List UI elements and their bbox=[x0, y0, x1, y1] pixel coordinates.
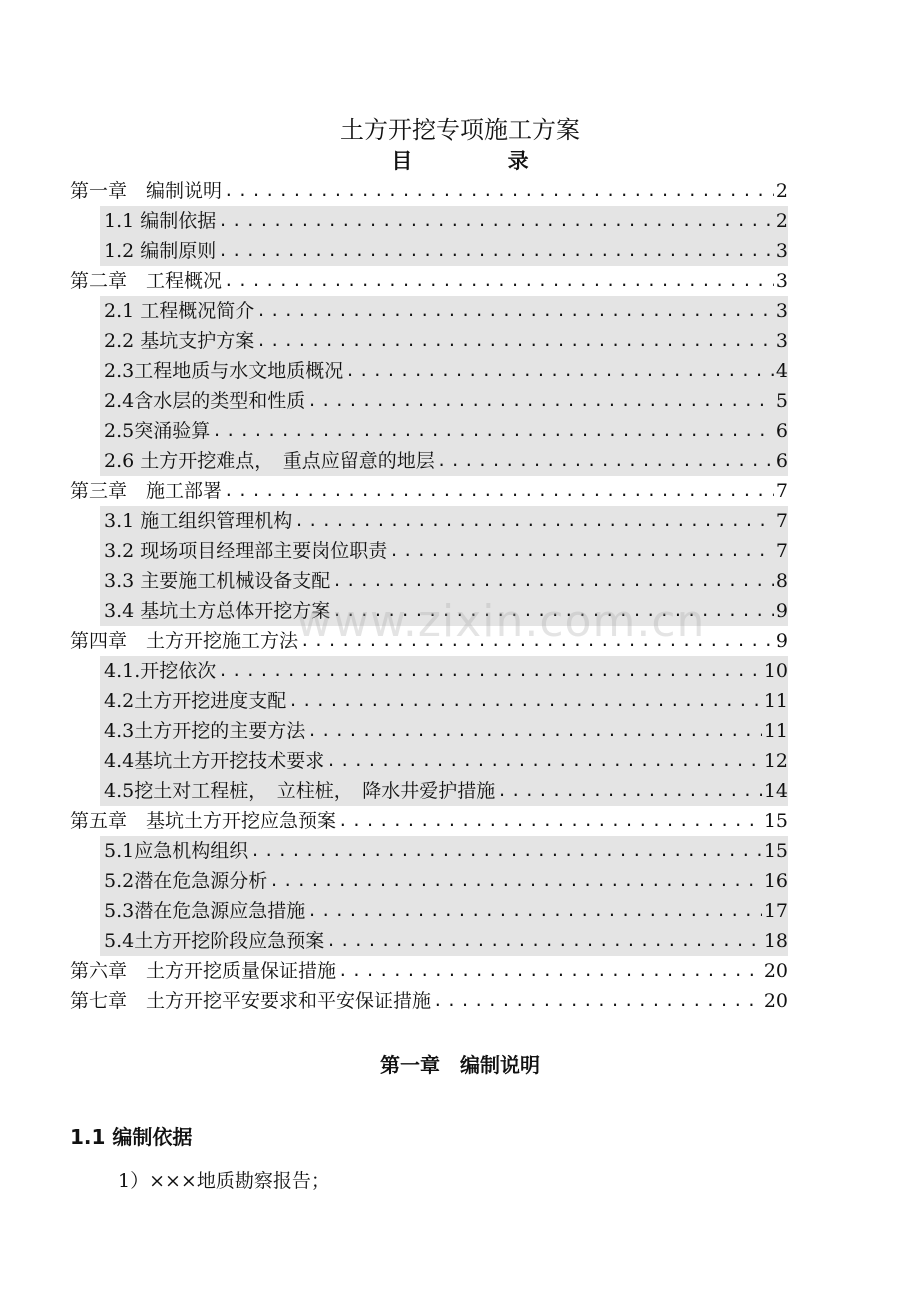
toc-leader-dots bbox=[224, 266, 774, 296]
toc-section-entry[interactable] bbox=[100, 656, 788, 686]
toc-entry-title: 2.5突涌验算 bbox=[104, 420, 211, 442]
toc-leader-dots bbox=[307, 896, 762, 926]
toc-page-number: 16 bbox=[763, 870, 788, 892]
toc-entry-title: 第五章 基坑土方开挖应急预案 bbox=[70, 810, 337, 832]
toc-leader-dots bbox=[218, 656, 762, 686]
toc-page-number: 3 bbox=[775, 270, 788, 292]
toc-entry-title: 2.1 工程概况简介 bbox=[104, 300, 255, 322]
toc-entry-title: 第七章 土方开挖平安要求和平安保证措施 bbox=[70, 990, 432, 1012]
toc-section-entry[interactable] bbox=[100, 536, 788, 566]
toc-page-number: 9 bbox=[775, 630, 788, 652]
toc-leader-dots bbox=[433, 986, 762, 1016]
toc-page-number: 9 bbox=[775, 600, 788, 622]
toc-heading: 目 录 bbox=[391, 149, 573, 173]
toc-leader-dots bbox=[224, 176, 774, 206]
toc-section-entry[interactable] bbox=[100, 776, 788, 806]
toc-chapter-entry[interactable] bbox=[70, 176, 788, 206]
body-paragraph: 1）×××地质勘察报告； bbox=[118, 1170, 330, 1192]
toc-section-entry[interactable] bbox=[100, 566, 788, 596]
toc-leader-dots bbox=[497, 776, 762, 806]
toc-page-number: 6 bbox=[775, 420, 788, 442]
toc-page-number: 12 bbox=[763, 750, 788, 772]
toc-chapter-entry[interactable] bbox=[70, 806, 788, 836]
toc-page-number: 8 bbox=[775, 570, 788, 592]
toc-leader-dots bbox=[326, 926, 762, 956]
toc-page-number: 3 bbox=[775, 330, 788, 352]
toc-entry-title: 3.4 基坑土方总体开挖方案 bbox=[104, 600, 331, 622]
toc-page-number: 2 bbox=[775, 180, 788, 202]
toc-page-number: 3 bbox=[775, 240, 788, 262]
toc-entry-title: 5.1应急机构组织 bbox=[104, 840, 249, 862]
toc-section-entry[interactable] bbox=[100, 686, 788, 716]
toc-leader-dots bbox=[338, 806, 762, 836]
toc-page-number: 17 bbox=[763, 900, 788, 922]
toc-page-number: 7 bbox=[775, 540, 788, 562]
toc-entry-title: 2.6 土方开挖难点， 重点应留意的地层 bbox=[104, 450, 435, 472]
toc-leader-dots bbox=[224, 476, 774, 506]
toc-leader-dots bbox=[294, 506, 774, 536]
toc-entry-title: 4.4基坑土方开挖技术要求 bbox=[104, 750, 325, 772]
toc-section-entry[interactable] bbox=[100, 416, 788, 446]
toc-entry-title: 第二章 工程概况 bbox=[70, 270, 223, 292]
toc-leader-dots bbox=[437, 446, 774, 476]
toc-page-number: 2 bbox=[775, 210, 788, 232]
toc-entry-title: 第六章 土方开挖质量保证措施 bbox=[70, 960, 337, 982]
toc-leader-dots bbox=[250, 836, 762, 866]
toc-chapter-entry[interactable] bbox=[70, 476, 788, 506]
toc-entry-title: 4.3土方开挖的主要方法 bbox=[104, 720, 306, 742]
toc-entry-title: 3.3 主要施工机械设备支配 bbox=[104, 570, 331, 592]
document-title: 土方开挖专项施工方案 bbox=[340, 116, 580, 144]
toc-entry-title: 2.2 基坑支护方案 bbox=[104, 330, 255, 352]
toc-page-number: 7 bbox=[775, 480, 788, 502]
toc-section-entry[interactable] bbox=[100, 206, 788, 236]
toc-leader-dots bbox=[269, 866, 762, 896]
toc-entry-title: 1.2 编制原则 bbox=[104, 240, 217, 262]
toc-entry-title: 5.3潜在危急源应急措施 bbox=[104, 900, 306, 922]
toc-page-number: 4 bbox=[775, 360, 788, 382]
toc-section-entry[interactable] bbox=[100, 326, 788, 356]
watermark: www.zixin.com.cn bbox=[296, 596, 706, 647]
toc-entry-title: 4.1.开挖依次 bbox=[104, 660, 217, 682]
toc-section-entry[interactable] bbox=[100, 296, 788, 326]
toc-section-entry[interactable] bbox=[100, 356, 788, 386]
toc-entry-title: 4.5挖土对工程桩， 立柱桩， 降水井爱护措施 bbox=[104, 780, 496, 802]
toc-entry-title: 1.1 编制依据 bbox=[104, 210, 217, 232]
toc-section-entry[interactable] bbox=[100, 926, 788, 956]
toc-entry-title: 第四章 土方开挖施工方法 bbox=[70, 630, 299, 652]
toc-entry-title: 第一章 编制说明 bbox=[70, 180, 223, 202]
section-heading: 1.1 编制依据 bbox=[70, 1125, 193, 1149]
toc-entry-title: 3.1 施工组织管理机构 bbox=[104, 510, 293, 532]
toc-entry-title: 4.2土方开挖进度支配 bbox=[104, 690, 287, 712]
toc-leader-dots bbox=[345, 356, 774, 386]
toc-leader-dots bbox=[307, 716, 762, 746]
toc-page-number: 3 bbox=[775, 300, 788, 322]
toc-section-entry[interactable] bbox=[100, 446, 788, 476]
toc-section-entry[interactable] bbox=[100, 506, 788, 536]
toc-leader-dots bbox=[332, 566, 774, 596]
toc-leader-dots bbox=[212, 416, 774, 446]
toc-page-number: 20 bbox=[763, 960, 788, 982]
toc-page-number: 10 bbox=[763, 660, 788, 682]
toc-chapter-entry[interactable] bbox=[70, 986, 788, 1016]
toc-page-number: 11 bbox=[763, 690, 788, 712]
toc-chapter-entry[interactable] bbox=[70, 266, 788, 296]
toc-page-number: 18 bbox=[763, 930, 788, 952]
toc-leader-dots bbox=[218, 236, 774, 266]
toc-section-entry[interactable] bbox=[100, 596, 788, 626]
toc-section-entry[interactable] bbox=[100, 896, 788, 926]
toc-section-entry[interactable] bbox=[100, 386, 788, 416]
toc-leader-dots bbox=[326, 746, 762, 776]
toc-page-number: 15 bbox=[763, 810, 788, 832]
toc-page-number: 7 bbox=[775, 510, 788, 532]
toc-entry-title: 2.3工程地质与水文地质概况 bbox=[104, 360, 344, 382]
toc-chapter-entry[interactable] bbox=[70, 626, 788, 656]
toc-page-number: 6 bbox=[775, 450, 788, 472]
toc-section-entry[interactable] bbox=[100, 716, 788, 746]
toc-leader-dots bbox=[256, 296, 774, 326]
toc-page-number: 15 bbox=[763, 840, 788, 862]
toc-section-entry[interactable] bbox=[100, 236, 788, 266]
toc-section-entry[interactable] bbox=[100, 836, 788, 866]
toc-leader-dots bbox=[338, 956, 762, 986]
toc-leader-dots bbox=[256, 326, 774, 356]
toc-page-number: 14 bbox=[763, 780, 788, 802]
toc-entry-title: 第三章 施工部署 bbox=[70, 480, 223, 502]
toc-page-number: 20 bbox=[763, 990, 788, 1012]
toc-leader-dots bbox=[389, 536, 774, 566]
toc-page-number: 5 bbox=[775, 390, 788, 412]
toc-leader-dots bbox=[300, 626, 774, 656]
chapter-heading: 第一章 编制说明 bbox=[380, 1053, 540, 1077]
toc-leader-dots bbox=[307, 386, 774, 416]
toc-leader-dots bbox=[332, 596, 774, 626]
toc-leader-dots bbox=[288, 686, 762, 716]
toc-entry-title: 5.2潜在危急源分析 bbox=[104, 870, 268, 892]
toc-entry-title: 3.2 现场项目经理部主要岗位职责 bbox=[104, 540, 388, 562]
toc-entry-title: 2.4含水层的类型和性质 bbox=[104, 390, 306, 412]
toc-section-entry[interactable] bbox=[100, 866, 788, 896]
toc-page-number: 11 bbox=[763, 720, 788, 742]
toc-chapter-entry[interactable] bbox=[70, 956, 788, 986]
toc-leader-dots bbox=[218, 206, 774, 236]
toc-entry-title: 5.4土方开挖阶段应急预案 bbox=[104, 930, 325, 952]
toc-section-entry[interactable] bbox=[100, 746, 788, 776]
table-of-contents bbox=[70, 176, 788, 1016]
